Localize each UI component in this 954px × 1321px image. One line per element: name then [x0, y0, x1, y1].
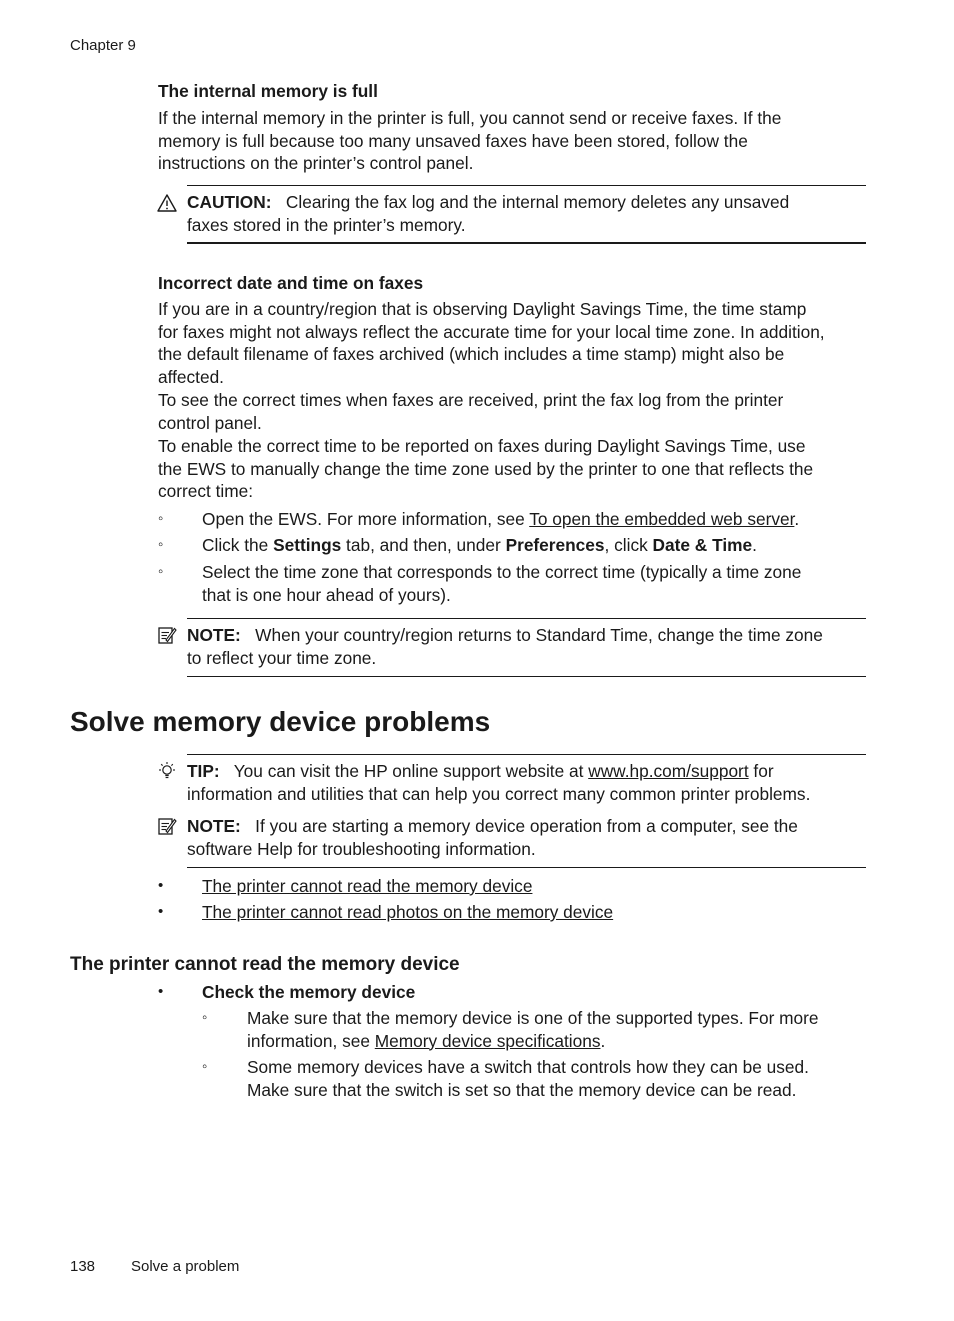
subsection-heading-cannot-read: The printer cannot read the memory device: [70, 954, 460, 975]
note-label: NOTE:: [187, 816, 241, 836]
text-line: memory is full because too many unsaved faxes have been stored, follow the: [158, 130, 748, 151]
link-hp-support[interactable]: www.hp.com/support: [588, 761, 749, 781]
link-printer-cannot-read-memory-device[interactable]: The printer cannot read the memory device: [202, 876, 533, 896]
list-item-open-ews: Open the EWS. For more information, see To open the embedded web server.: [202, 509, 800, 529]
link-open-embedded-web-server[interactable]: To open the embedded web server: [529, 509, 795, 529]
page-number: 138: [70, 1258, 96, 1275]
text-line: the EWS to manually change the time zone used by the printer to one that reflects the: [158, 458, 814, 479]
note-box-memory-device: NOTE: If you are starting a memory device operation from a computer, see the software Help for troubleshooting information.: [187, 816, 798, 859]
caution-box: [187, 191, 867, 236]
list-bullet: •: [158, 903, 164, 920]
lightbulb-icon: [157, 761, 177, 781]
link-memory-device-specifications[interactable]: Memory device specifications: [374, 1030, 601, 1051]
list-bullet: ◦: [158, 510, 164, 527]
section-heading-memory-full: The internal memory is full: [158, 81, 378, 101]
page-title: Solve memory device problems: [70, 706, 491, 737]
list-bullet: ◦: [158, 563, 164, 580]
list-item: [202, 901, 613, 924]
list-item-select-time-zone: Select the time zone that corresponds to the correct time (typically a time zone that is one hour ahead of yours).: [202, 562, 802, 605]
text-line: If you are in a country/region that is observing Daylight Savings Time, the time stamp: [158, 299, 807, 319]
text-line: for faxes might not always reflect the accurate time for your local time zone. In addition,: [158, 321, 825, 342]
note-top-rule: [187, 618, 866, 619]
tip-label: TIP:: [187, 761, 220, 781]
check-memory-device-label: Check the memory device: [202, 982, 416, 1002]
text-line: To enable the correct time to be reported on faxes during Daylight Savings Time, use: [158, 436, 806, 456]
list-item-click-settings: Click the Settings tab, and then, under Preferences, click Date & Time.: [202, 535, 757, 555]
list-item: [202, 875, 532, 898]
text-line: To see the correct times when faxes are received, print the fax log from the printer: [158, 390, 784, 410]
tip-box: TIP: You can visit the HP online support website at www.hp.com/support for information and utilities that can help you correct many common printer problems.: [187, 761, 811, 804]
link-printer-cannot-read-photos[interactable]: The printer cannot read photos on the memory device: [202, 902, 614, 922]
note-label: NOTE:: [187, 625, 241, 645]
list-item-switch: Some memory devices have a switch that controls how they can be used. Make sure that the switch is set so that the memory device can be read.: [247, 1057, 809, 1100]
text-line: affected.: [158, 366, 224, 387]
list-item-supported-types: Make sure that the memory device is one of the supported types. For more information, see Memory device specifications.: [247, 1008, 819, 1051]
date-time-paragraph: [158, 298, 825, 503]
text-line: correct time:: [158, 481, 254, 501]
note-box-time-zone: NOTE: When your country/region returns to Standard Time, change the time zone to reflect your time zone.: [187, 625, 823, 668]
footer-section-title: Solve a problem: [131, 1258, 240, 1275]
note-pad-icon: [157, 625, 177, 645]
caution-text-line2: faxes stored in the printer’s memory.: [187, 214, 466, 235]
caution-top-rule: [187, 185, 866, 186]
tip-top-rule: [187, 754, 866, 755]
memory-full-paragraph: [158, 107, 781, 175]
section-heading-date-time: Incorrect date and time on faxes: [158, 273, 424, 293]
caution-label: CAUTION:: [187, 192, 272, 212]
warning-triangle-icon: [157, 193, 177, 213]
list-bullet: •: [158, 983, 164, 1000]
text-line: instructions on the printer’s control panel.: [158, 153, 474, 173]
text-line: If the internal memory in the printer is full, you cannot send or receive faxes. If the: [158, 108, 782, 128]
text-line: control panel.: [158, 412, 262, 433]
note-bottom-rule: [187, 676, 866, 677]
list-bullet: •: [158, 877, 164, 894]
note-bottom-rule: [187, 867, 866, 868]
list-bullet: ◦: [158, 536, 164, 553]
note-pad-icon: [157, 816, 177, 836]
caution-bottom-rule: [187, 242, 866, 244]
list-bullet: ◦: [202, 1009, 208, 1026]
list-bullet: ◦: [202, 1058, 208, 1075]
chapter-label: Chapter 9: [70, 37, 136, 54]
text-line: the default filename of faxes archived (which includes a time stamp) might also be: [158, 344, 785, 364]
caution-text: Clearing the fax log and the internal memory deletes any unsaved: [285, 192, 790, 212]
